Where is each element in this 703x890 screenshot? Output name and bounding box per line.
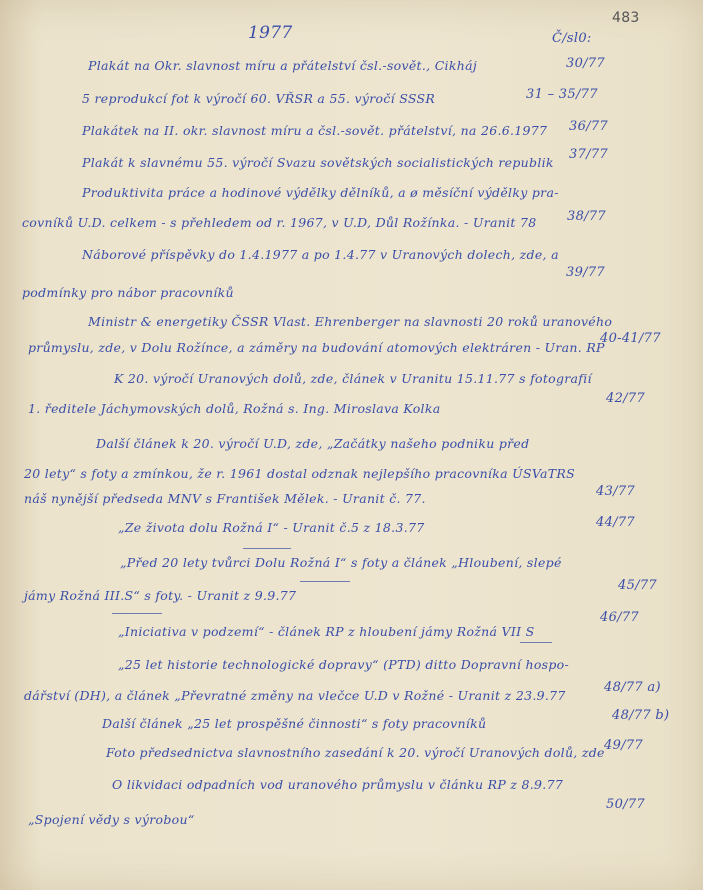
entry-ref: 49/77 xyxy=(604,738,643,753)
entry-ref: 50/77 xyxy=(606,797,645,812)
entry-ref: 45/77 xyxy=(618,578,657,593)
page-number: 483 xyxy=(612,10,640,26)
entry-line: Ministr & energetiky ČSSR Vlast. Ehrenberger na slavnosti 20 roků uranového xyxy=(88,314,613,329)
entry-ref: 48/77 a) xyxy=(604,680,661,695)
entry-ref: 39/77 xyxy=(566,265,605,280)
entry-line: podmínky pro nábor pracovníků xyxy=(22,285,234,300)
entry-line: Další článek k 20. výročí U.D, zde, „Začátky našeho podniku před xyxy=(96,436,530,451)
entry-ref: 48/77 b) xyxy=(612,708,670,723)
underline-mark xyxy=(300,581,350,582)
entry-line: „Před 20 lety tvůrci Dolu Rožná I“ s foty a článek „Hloubení, slepé xyxy=(120,555,562,570)
entry-line: jámy Rožná III.S“ s foty. - Uranit z 9.9.77 xyxy=(24,588,297,603)
column-header: Č/sl0: xyxy=(552,31,592,46)
entry-line: „Iniciativa v podzemí“ - článek RP z hloubení jámy Rožná VII S xyxy=(118,624,535,639)
entry-line: „Ze života dolu Rožná I“ - Uranit č.5 z 18.3.77 xyxy=(118,520,425,535)
entry-ref: 44/77 xyxy=(596,515,635,530)
entry-line: Produktivita práce a hodinové výdělky dělníků, a ø měsíční výdělky pra- xyxy=(82,185,559,200)
entry-ref: 38/77 xyxy=(567,209,606,224)
entry-ref: 37/77 xyxy=(569,147,608,162)
underline-mark xyxy=(112,613,162,614)
entry-line: Další článek „25 let prospěšné činnosti“ s foty pracovníků xyxy=(102,716,487,731)
entry-line: průmyslu, zde, v Dolu Rožínce, a záměry na budování atomových elektráren - Uran. RP xyxy=(28,340,605,355)
entry-ref: 42/77 xyxy=(606,391,645,406)
year-heading: 1977 xyxy=(248,23,293,43)
entry-line: Plakát k slavnému 55. výročí Svazu sovětských socialistických republik xyxy=(82,155,554,170)
underline-mark xyxy=(520,642,552,643)
entry-line: O likvidaci odpadních vod uranového průmyslu v článku RP z 8.9.77 xyxy=(112,777,564,792)
entry-line: „25 let historie technologické dopravy“ (PTD) ditto Dopravní hospo- xyxy=(118,657,570,672)
entry-ref: 30/77 xyxy=(566,56,605,71)
entry-line: covníků U.D. celkem - s přehledem od r. 1967, v U.D, Důl Rožínka. - Uranit 78 xyxy=(22,215,537,230)
entry-line: Plakát na Okr. slavnost míru a přátelství čsl.-sovět., Cikháj xyxy=(88,58,478,73)
entry-ref: 43/77 xyxy=(596,484,635,499)
entry-ref: 40-41/77 xyxy=(600,331,661,346)
entry-line: Plakátek na II. okr. slavnost míru a čsl.-sovět. přátelství, na 26.6.1977 xyxy=(82,123,548,138)
entry-line: 5 reprodukcí fot k výročí 60. VŘSR a 55. výročí SSSR xyxy=(82,91,436,106)
entry-line: K 20. výročí Uranových dolů, zde, článek v Uranitu 15.11.77 s fotografií xyxy=(114,371,592,386)
entry-line: Náborové příspěvky do 1.4.1977 a po 1.4.77 v Uranových dolech, zde, a xyxy=(82,247,559,262)
entry-line: 1. ředitele Jáchymovských dolů, Rožná s. Ing. Miroslava Kolka xyxy=(28,401,441,416)
entry-line: náš nynější předseda MNV s František Mělek. - Uranit č. 77. xyxy=(24,491,426,506)
entry-ref: 31 – 35/77 xyxy=(526,87,598,102)
entry-line: 20 lety“ s foty a zmínkou, že r. 1961 dostal odznak nejlepšího pracovníka ÚSVaTRS xyxy=(24,466,575,481)
entry-ref: 46/77 xyxy=(600,610,639,625)
entry-line: dářství (DH), a článek „Převratné změny na vlečce U.D v Rožné - Uranit z 23.9.77 xyxy=(24,688,566,703)
underline-mark xyxy=(243,548,291,549)
entry-line: „Spojení vědy s výrobou“ xyxy=(28,812,195,827)
entry-line: Foto předsednictva slavnostního zasedání k 20. výročí Uranových dolů, zde xyxy=(106,745,605,760)
entry-ref: 36/77 xyxy=(569,119,608,134)
